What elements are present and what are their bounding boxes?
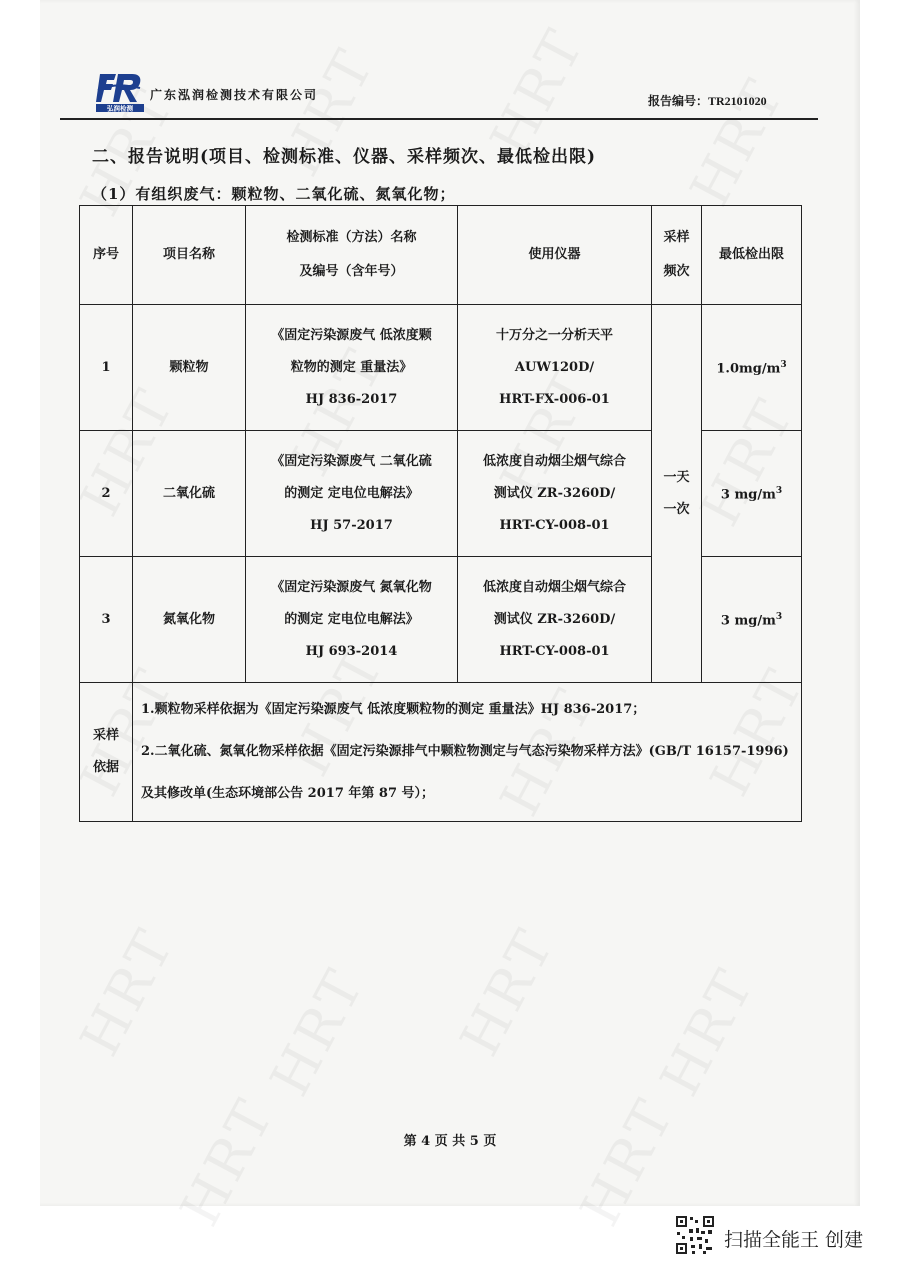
- row-limit: [702, 557, 802, 683]
- header-method-line1: 检测标准（方法）名称: [286, 230, 417, 245]
- company-name: 广东泓润检测技术有限公司: [150, 88, 319, 102]
- instrument-line: HRT-CY-008-01: [499, 517, 610, 533]
- method-line: 粒物的测定 重量法》: [290, 359, 413, 375]
- row-method: [246, 557, 458, 683]
- row-seq: 2: [80, 431, 133, 557]
- row-item: 氮氧化物: [133, 557, 246, 683]
- instrument-line: HRT-FX-006-01: [499, 391, 610, 407]
- basis-item: 2.二氧化硫、氮氧化物采样依据《固定污染源排气中颗粒物测定与气态污染物采样方法》(GB/T 16157-1996)及其修改单(生态环境部公告 2017 年第 87 号）；: [141, 744, 789, 801]
- row-seq: 1: [80, 305, 133, 431]
- limit-unit-exponent: 3: [775, 486, 783, 497]
- row-limit: [702, 305, 802, 431]
- method-line: HJ 836-2017: [305, 391, 398, 407]
- report-number: 报告编号：TR2101020: [648, 94, 767, 108]
- instrument-line: 测试仪 ZR-3260D/: [493, 611, 616, 627]
- header-frequency: [652, 206, 702, 305]
- row-seq: 3: [80, 557, 133, 683]
- section-title: 二、报告说明(项目、检测标准、仪器、采样频次、最低检出限): [92, 147, 597, 167]
- sampling-basis-label: [80, 683, 133, 822]
- header-instrument: 使用仪器: [458, 206, 652, 305]
- header-item: 项目名称: [133, 206, 246, 305]
- limit-value: 3 mg/m: [720, 487, 776, 503]
- method-line: 《固定污染源废气 氮氧化物: [271, 579, 432, 595]
- header-method: [246, 206, 458, 305]
- method-line: HJ 57-2017: [310, 517, 393, 533]
- frequency-cell: [652, 305, 702, 683]
- instrument-line: 低浓度自动烟尘烟气综合: [482, 579, 626, 595]
- row-item: 颗粒物: [133, 305, 246, 431]
- header-limit: 最低检出限: [702, 206, 802, 305]
- row-method: [246, 305, 458, 431]
- header-seq: 序号: [80, 206, 133, 305]
- detection-table: [79, 205, 802, 822]
- logo-text: 弘润检测: [107, 104, 133, 112]
- method-line: 《固定污染源废气 低浓度颗: [271, 327, 432, 343]
- sub-title: （1）有组织废气：颗粒物、二氧化硫、氮氧化物；: [92, 185, 456, 203]
- instrument-line: 测试仪 ZR-3260D/: [493, 485, 616, 501]
- scanner-app-label: 扫描全能王 创建: [724, 1229, 864, 1251]
- basis-label-line1: 采样: [92, 728, 119, 743]
- table-header-row: [80, 206, 802, 305]
- frequency-line2: 一次: [663, 501, 690, 517]
- limit-unit-exponent: 3: [775, 612, 783, 623]
- instrument-line: 十万分之一分析天平: [495, 327, 613, 343]
- instrument-line: AUW120D/: [514, 359, 595, 375]
- sampling-basis-row: [80, 683, 802, 822]
- row-instrument: [458, 557, 652, 683]
- instrument-line: HRT-CY-008-01: [499, 643, 610, 659]
- header-frequency-line2: 频次: [663, 264, 690, 279]
- basis-label-line2: 依据: [92, 760, 119, 775]
- header-frequency-line1: 采样: [663, 230, 690, 245]
- limit-value: 3 mg/m: [720, 613, 776, 629]
- header-divider: [60, 118, 818, 120]
- method-line: HJ 693-2014: [305, 643, 398, 659]
- qr-code-icon: [675, 1215, 715, 1255]
- row-limit: [702, 431, 802, 557]
- table-row: [80, 305, 802, 431]
- row-item: 二氧化硫: [133, 431, 246, 557]
- sampling-basis-text: [133, 683, 802, 822]
- limit-value: 1.0mg/m: [716, 361, 781, 377]
- method-line: 的测定 定电位电解法》: [284, 485, 419, 501]
- page-number: 第 4 页 共 5 页: [403, 1134, 497, 1149]
- method-line: 《固定污染源废气 二氧化硫: [271, 453, 432, 469]
- header-method-line2: 及编号（含年号）: [299, 264, 404, 279]
- method-line: 的测定 定电位电解法》: [284, 611, 419, 627]
- row-instrument: [458, 431, 652, 557]
- instrument-line: 低浓度自动烟尘烟气综合: [482, 453, 626, 469]
- limit-unit-exponent: 3: [780, 360, 787, 371]
- frequency-line1: 一天: [663, 469, 690, 485]
- row-instrument: [458, 305, 652, 431]
- row-method: [246, 431, 458, 557]
- basis-item: 1.颗粒物采样依据为《固定污染源废气 低浓度颗粒物的测定 重量法》HJ 836-2017；: [141, 702, 646, 717]
- company-logo: [96, 68, 144, 112]
